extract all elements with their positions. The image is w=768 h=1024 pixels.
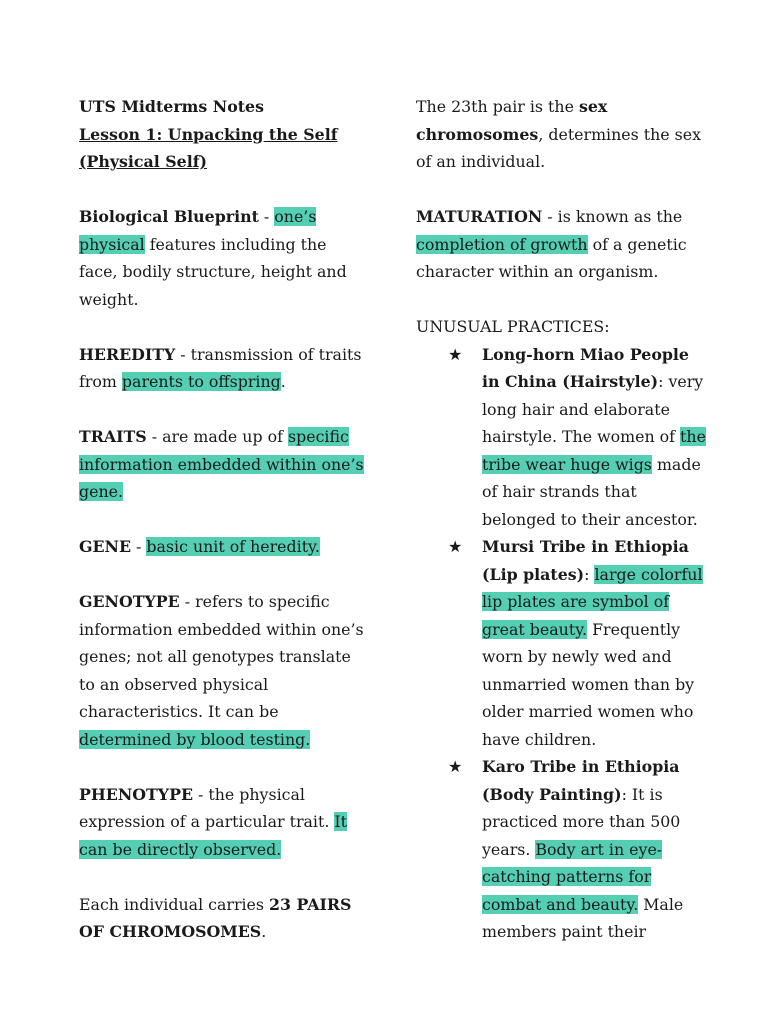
phenotype-paragraph: PHENOTYPE - the physical expression of a particular trait. It can be directly observed. — [79, 784, 347, 859]
unusual-practices-heading: UNUSUAL PRACTICES: — [416, 317, 610, 336]
list-item: ★ Karo Tribe in Ethiopia (Body Painting): It is practiced more than 500 years. Body art in eye-catching patterns for combat and beauty. Male members paint their — [416, 753, 706, 946]
highlight: Body art in eye-catching patterns for combat and beauty. — [482, 839, 663, 914]
star-bullet-icon: ★ — [448, 344, 463, 364]
genotype-paragraph: GENOTYPE - refers to specific information embedded within one’s genes; not all genotypes translate to an observed physical characteristics. It can be determined by blood testing. — [79, 592, 364, 749]
term: TRAITS — [79, 427, 147, 446]
highlight: determined by blood testing. — [79, 729, 311, 749]
document-title: UTS Midterms Notes — [79, 97, 264, 116]
unusual-practices-list — [416, 341, 706, 946]
heredity-paragraph: HEREDITY - transmission of traits from parents to offspring. — [79, 344, 362, 391]
term: GENOTYPE — [79, 592, 180, 611]
term: Biological Blueprint — [79, 207, 259, 226]
highlight: large colorful lip plates are symbol of great beauty. — [482, 564, 703, 639]
list-item: ★ Mursi Tribe in Ethiopia (Lip plates): large colorful lip plates are symbol of great beauty. Frequently worn by newly wed and unmarried women than by older married women who have children. — [416, 533, 706, 753]
lesson-heading: Lesson 1: Unpacking the Self (Physical Self) — [79, 124, 338, 171]
highlight: completion of growth — [416, 234, 588, 254]
term: GENE — [79, 537, 132, 556]
list-item: ★ Long-horn Miao People in China (Hairstyle): very long hair and elaborate hairstyle. The women of the tribe wear huge wigs made of hair strands that belonged to their ancestor. — [416, 341, 706, 534]
left-column — [79, 93, 364, 946]
highlight: specific information embedded within one’s gene. — [79, 427, 364, 501]
highlight: basic unit of heredity. — [146, 537, 320, 556]
term: PHENOTYPE — [79, 784, 193, 804]
highlight: one’s physical — [79, 207, 317, 254]
maturation-paragraph: MATURATION - is known as the completion of growth of a genetic character within an organism. — [416, 207, 687, 281]
sex-chromosomes-paragraph: The 23th pair is the sex chromosomes, determines the sex of an individual. — [416, 97, 702, 171]
term: MATURATION — [416, 207, 543, 226]
highlight: the tribe wear huge wigs — [482, 427, 706, 474]
gene-paragraph: GENE - basic unit of heredity. — [79, 537, 320, 556]
traits-paragraph: TRAITS - are made up of specific information embedded within one’s gene. — [79, 427, 364, 501]
star-bullet-icon: ★ — [448, 757, 463, 776]
right-column — [416, 93, 706, 946]
biological-blueprint-paragraph: Biological Blueprint - one’s physical features including the face, bodily structure, height and weight. — [79, 207, 347, 309]
term: HEREDITY — [79, 344, 176, 364]
highlight: It can be directly observed. — [79, 812, 347, 859]
highlight: parents to offspring — [121, 372, 281, 391]
chromosome-pairs-paragraph: Each individual carries 23 PAIRS OF CHROMOSOMES. — [79, 894, 352, 941]
star-bullet-icon: ★ — [448, 537, 463, 556]
